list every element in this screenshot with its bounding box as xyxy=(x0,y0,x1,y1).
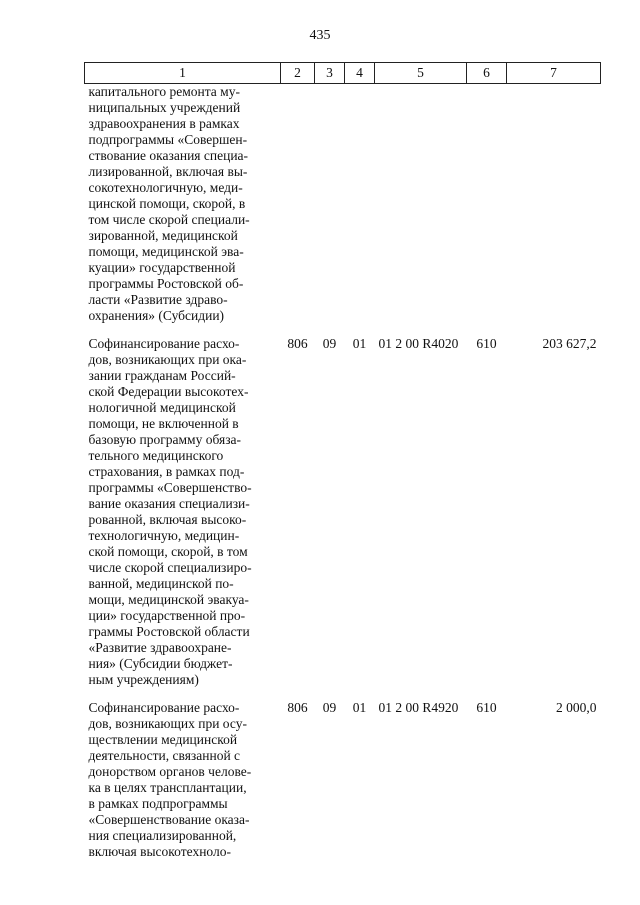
description-line: куации» государственной xyxy=(88,260,236,275)
description-line: базовую программу обяза- xyxy=(88,432,242,447)
target-article-cell xyxy=(375,84,467,337)
description-line: цинской помощи, скорой, в xyxy=(88,196,246,211)
description-line: ской помощи, скорой, в том xyxy=(88,544,248,559)
description-line: Софинансирование расхо- xyxy=(88,336,240,351)
description-line: зании гражданам Россий- xyxy=(88,368,236,383)
description-line: помощи, не включенной в xyxy=(88,416,239,431)
subsection-cell: 01 xyxy=(352,700,367,715)
description-line: ния специализированной, xyxy=(88,828,237,843)
description-line: деятельности, связанной с xyxy=(88,748,241,763)
page-number: 435 xyxy=(309,28,331,43)
description-line: ствование оказания специа- xyxy=(88,148,249,163)
description-line: числе скорой специализиро- xyxy=(88,560,252,575)
description-line: зированной, медицинской xyxy=(88,228,238,243)
amount-cell xyxy=(507,84,601,337)
table-header xyxy=(85,63,601,84)
description-line: «Развитие здравоохране- xyxy=(88,640,232,655)
description-cell xyxy=(85,336,281,700)
header-col-4: 4 xyxy=(345,63,375,84)
description-cell xyxy=(85,700,281,872)
description-line: включая высокотехноло- xyxy=(88,844,231,859)
table-row xyxy=(85,84,601,337)
description-line: рованной, включая высоко- xyxy=(88,512,247,527)
description-line: сокотехнологичную, меди- xyxy=(88,180,243,195)
table-row xyxy=(85,700,601,872)
description-line: помощи, медицинской эва- xyxy=(88,244,244,259)
header-col-5: 5 xyxy=(375,63,467,84)
target-article-cell: 01 2 00 R4920 xyxy=(378,700,459,715)
description-line: ниципальных учреждений xyxy=(88,100,241,115)
description-line: вание оказания специализи- xyxy=(88,496,250,511)
description-line: лизированной, включая вы- xyxy=(88,164,248,179)
header-col-2: 2 xyxy=(281,63,315,84)
description-line: дов, возникающих при ока- xyxy=(88,352,247,367)
description-cell xyxy=(85,84,281,337)
description-line: ции» государственной про- xyxy=(88,608,246,623)
section-cell: 09 xyxy=(322,700,337,715)
description-line: подпрограммы «Совершен- xyxy=(88,132,248,147)
description-line: Софинансирование расхо- xyxy=(88,700,240,715)
amount-cell: 203 627,2 xyxy=(542,336,597,351)
description-line: программы «Совершенство- xyxy=(88,480,252,495)
description-line: ванной, медицинской по- xyxy=(88,576,234,591)
description-line: программы Ростовской об- xyxy=(88,276,244,291)
grbs-cell: 806 xyxy=(287,336,308,351)
description-line: ным учреждениям) xyxy=(88,672,199,687)
description-line: «Совершенствование оказа- xyxy=(88,812,250,827)
subsection-cell: 01 xyxy=(352,336,367,351)
grbs-cell: 806 xyxy=(287,700,308,715)
description-line: ществлении медицинской xyxy=(88,732,238,747)
expense-type-cell: 610 xyxy=(476,700,497,715)
description-line: ка в целях трансплантации, xyxy=(88,780,247,795)
description-line: в рамках подпрограммы xyxy=(88,796,228,811)
subsection-cell xyxy=(345,84,375,337)
budget-table xyxy=(84,62,601,872)
description-line: ласти «Развитие здраво- xyxy=(88,292,228,307)
expense-type-cell xyxy=(467,84,507,337)
amount-cell: 2 000,0 xyxy=(556,700,597,715)
table-row xyxy=(85,336,601,700)
description-line: нологичной медицинской xyxy=(88,400,236,415)
description-line: донорством органов челове- xyxy=(88,764,252,779)
section-cell xyxy=(315,84,345,337)
section-cell: 09 xyxy=(322,336,337,351)
description-line: охранения» (Субсидии) xyxy=(88,308,225,323)
description-line: страхования, в рамках под- xyxy=(88,464,245,479)
grbs-cell xyxy=(281,84,315,337)
description-line: ния» (Субсидии бюджет- xyxy=(88,656,233,671)
target-article-cell: 01 2 00 R4020 xyxy=(378,336,459,351)
header-col-3: 3 xyxy=(315,63,345,84)
header-row xyxy=(85,63,601,84)
description-line: тельного медицинского xyxy=(88,448,224,463)
description-line: технологичную, медицин- xyxy=(88,528,240,543)
header-col-1: 1 xyxy=(85,63,281,84)
description-line: том числе скорой специали- xyxy=(88,212,250,227)
description-line: мощи, медицинской эвакуа- xyxy=(88,592,249,607)
expense-type-cell: 610 xyxy=(476,336,497,351)
description-line: здравоохранения в рамках xyxy=(88,116,240,131)
header-col-6: 6 xyxy=(467,63,507,84)
description-line: граммы Ростовской области xyxy=(88,624,250,639)
header-col-7: 7 xyxy=(507,63,601,84)
description-line: дов, возникающих при осу- xyxy=(88,716,247,731)
description-line: ской Федерации высокотех- xyxy=(88,384,249,399)
description-line: капитального ремонта му- xyxy=(88,84,240,99)
table-body xyxy=(85,84,601,873)
